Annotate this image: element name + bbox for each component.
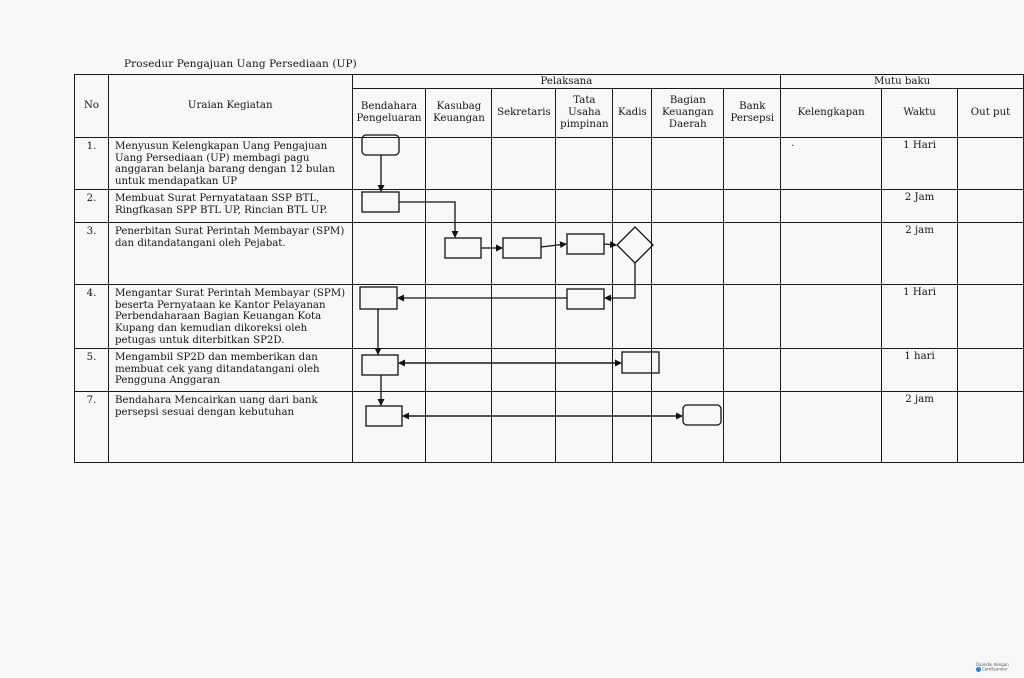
waktu-cell: 1 Hari [882,285,958,349]
row-description [108,349,352,392]
header-uraian: Uraian Kegiatan [108,75,352,138]
description-line: Uang Persediaan (UP) membagi pagu [114,152,310,164]
description-line: beserta Pernyataan ke Kantor Pelayanan [114,299,326,311]
description-line: Ringfkasan SPP BTL UP, Rincian BTL UP. [114,204,328,216]
kelengkapan-cell [781,285,882,349]
description-line: anggaran belanja barang dengan 12 bulan [114,164,335,176]
row-description [108,285,352,349]
row-number: 4. [75,285,109,349]
row-description [108,190,352,223]
row-number: 5. [75,349,109,392]
badge-line: Dipindai dengan [976,661,1009,667]
badge-brand [976,667,1016,672]
waktu-cell: 2 jam [882,392,958,463]
table-row [75,349,1024,392]
kelengkapan-cell [781,349,882,392]
kelengkapan-cell [781,190,882,223]
waktu-cell: 1 hari [882,349,958,392]
header-bank: Bank Persepsi [724,89,781,138]
kelengkapan-cell: . [781,138,882,190]
header-kelengkapan: Kelengkapan [781,89,882,138]
description-line: membuat cek yang ditandatangani oleh [114,363,320,375]
header-bagian-keuangan: Bagian Keuangan Daerah [652,89,724,138]
header-pelaksana: Pelaksana [352,75,781,89]
waktu-cell: 1 Hari [882,138,958,190]
header-waktu: Waktu [882,89,958,138]
description-line: Mengambil SP2D dan memberikan dan [114,352,318,363]
header-tata-usaha: Tata Usaha pimpinan [556,89,613,138]
table-row [75,392,1024,463]
row-number: 3. [75,223,109,285]
camscanner-badge [976,663,1016,672]
description-line: Mengantar Surat Perintah Membayar (SPM) [114,288,346,299]
header-bendahara: Bendahara Pengeluaran [352,89,426,138]
kelengkapan-cell [781,223,882,285]
row-description [108,138,352,190]
kelengkapan-cell [781,392,882,463]
table-row [75,190,1024,223]
description-line: Kupang dan kemudian dikoreksi oleh [114,323,308,335]
description-line: persepsi sesuai dengan kebutuhan [114,406,295,418]
row-description [108,223,352,285]
row-number: 2. [75,190,109,223]
waktu-cell: 2 jam [882,223,958,285]
header-sekretaris: Sekretaris [492,89,556,138]
badge-brand-text: CamScanner [982,666,1008,672]
table-row [75,223,1024,285]
header-kadis: Kadis [613,89,652,138]
table-row [75,285,1024,349]
header-mutu-baku: Mutu baku [781,75,1024,89]
row-number: 1. [75,138,109,190]
description-line: Perbendaharaan Bagian Keuangan Kota [114,311,322,323]
row-description [108,392,352,463]
header-output: Out put [958,89,1024,138]
waktu-cell: 2 Jam [882,190,958,223]
header-kasubag: Kasubag Keuangan [426,89,492,138]
procedure-table [74,74,1024,463]
description-line: dan ditandatangani oleh Pejabat. [114,237,286,249]
description-line: Penerbitan Surat Perintah Membayar (SPM) [114,226,345,237]
description-line: Pengguna Anggaran [114,375,220,387]
header-no: No [75,75,109,138]
row-number: 7. [75,392,109,463]
description-line: untuk mendapatkan UP [114,176,238,188]
description-line: Menyusun Kelengkapan Uang Pengajuan [114,141,328,152]
description-line: Membuat Surat Pernyatataan SSP BTL, [114,193,320,204]
table-row [75,138,1024,190]
document-title: Prosedur Pengajuan Uang Persediaan (UP) [124,58,357,70]
camscanner-logo-icon [976,667,981,672]
description-line: Bendahara Mencairkan uang dari bank [114,395,318,406]
description-line: petugas untuk diterbitkan SP2D. [114,334,285,346]
